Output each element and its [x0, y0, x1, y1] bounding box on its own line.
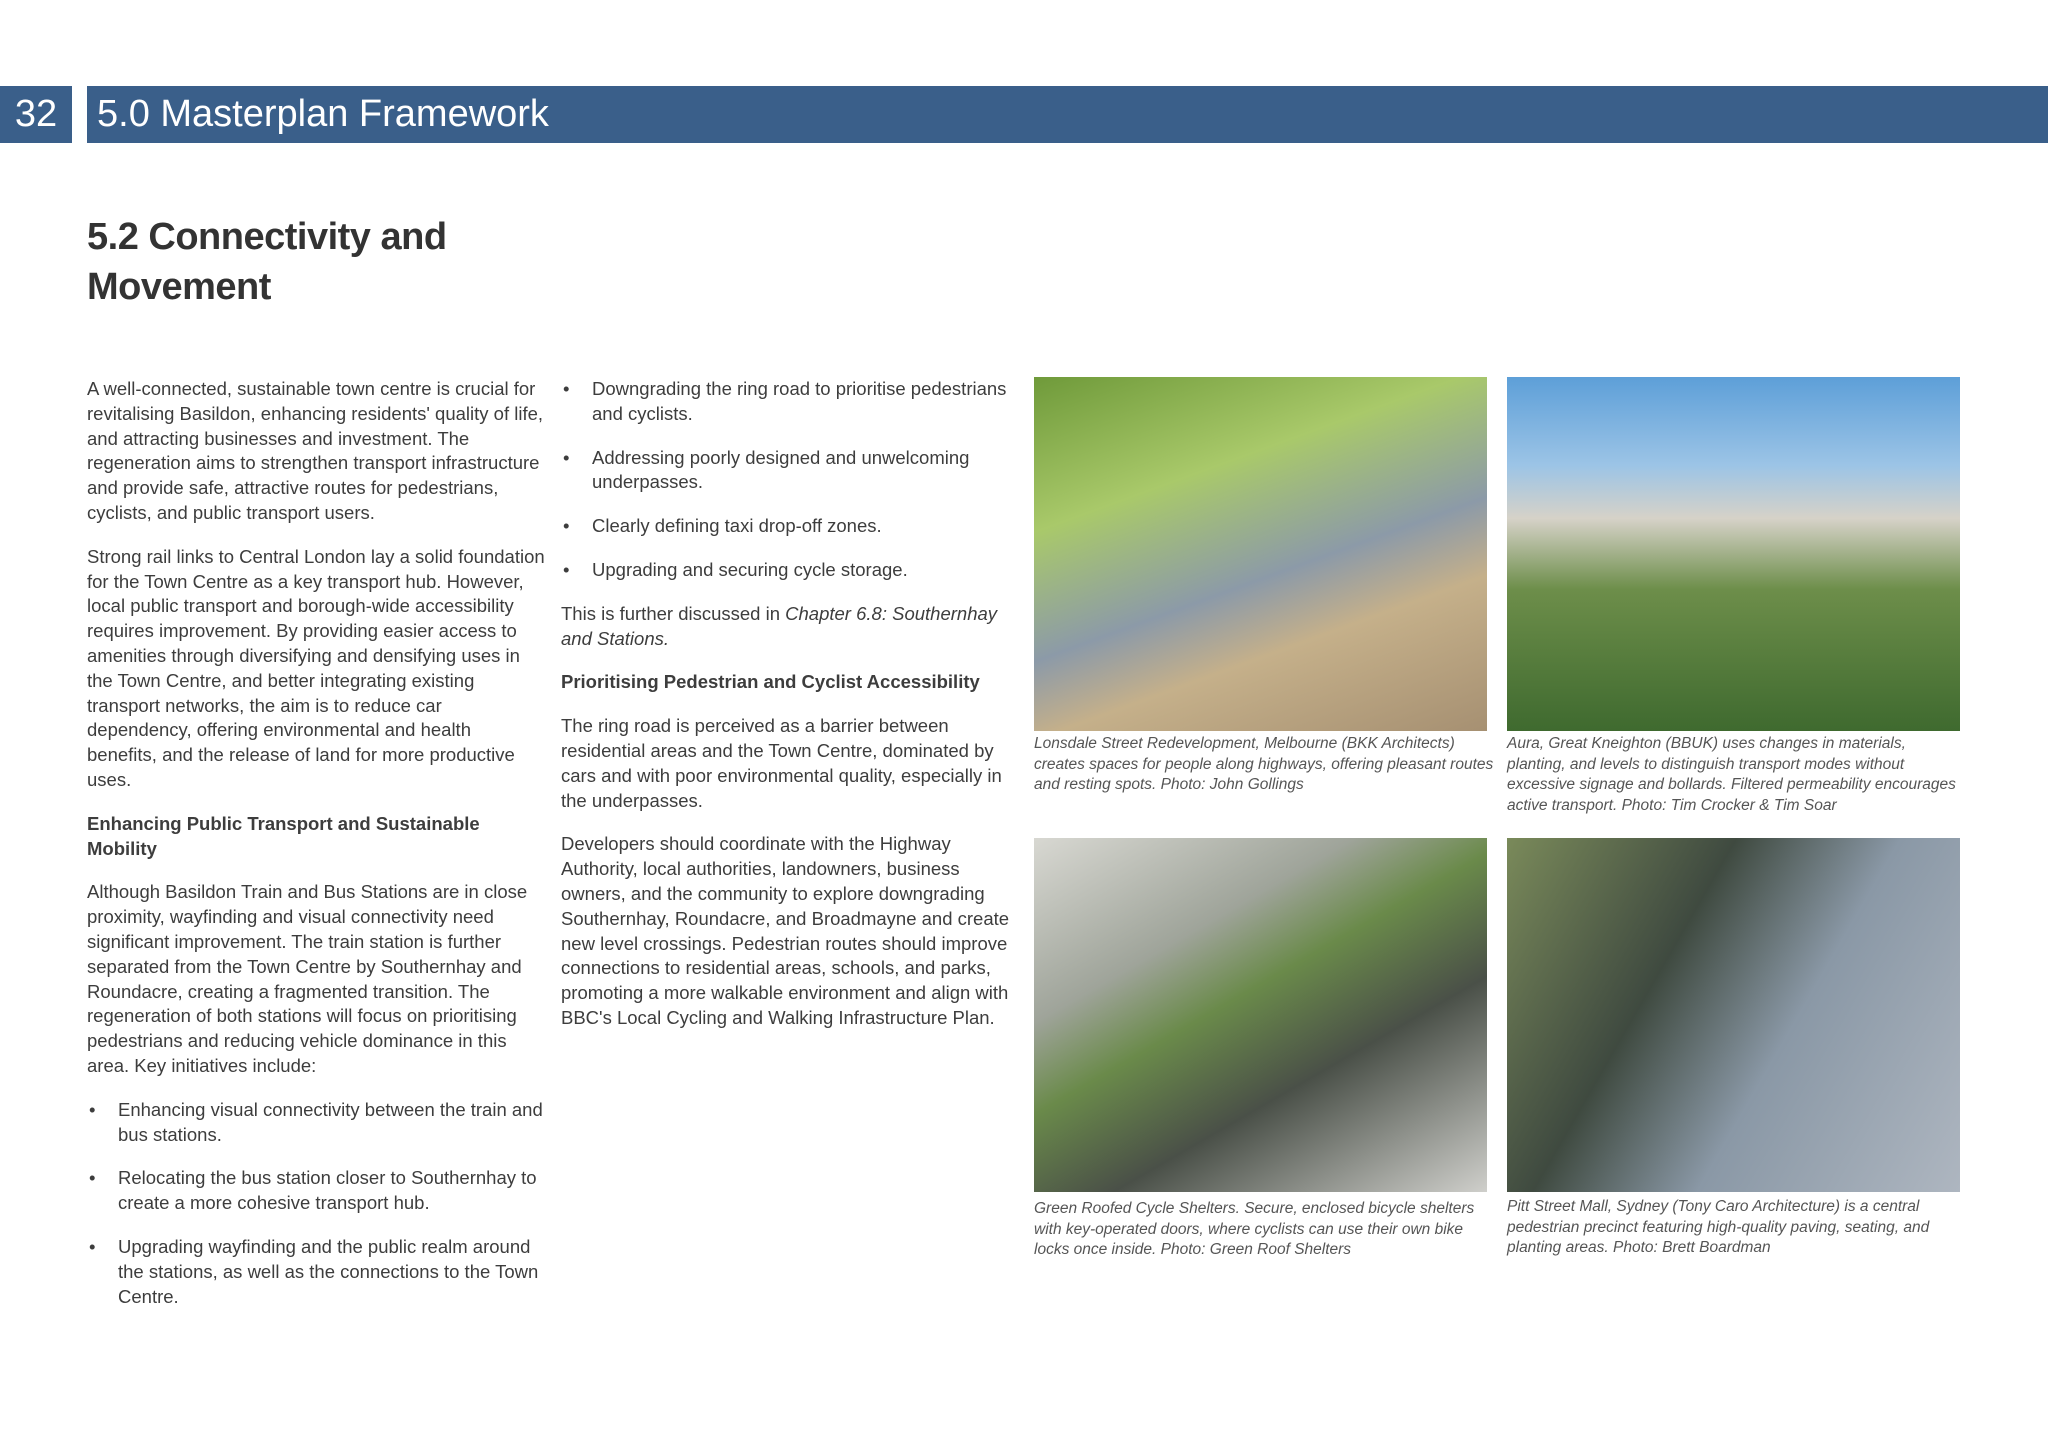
- photo-caption: Pitt Street Mall, Sydney (Tony Caro Architecture) is a central pedestrian precinct featuring high-quality paving, seating, and planting areas. Photo: Brett Boardman: [1507, 1198, 1930, 1256]
- photo-pitt-street-mall: [1507, 838, 1960, 1192]
- bullet-list: [561, 377, 1017, 583]
- paragraph: The ring road is perceived as a barrier between residential areas and the Town Centre, dominated by cars and with poor environmental quality, especially in the underpasses.: [561, 715, 1002, 811]
- list-item: • Upgrading and securing cycle storage.: [561, 558, 1017, 583]
- text-column-1: [87, 377, 545, 1328]
- photo-cycle-shelters: [1034, 838, 1487, 1192]
- photo-caption: Green Roofed Cycle Shelters. Secure, enclosed bicycle shelters with key-operated doors, where cyclists can use their own bike locks once inside. Photo: Green Roof Shelters: [1034, 1200, 1475, 1258]
- text-column-2: [561, 377, 1017, 1050]
- section-header: 5.0 Masterplan Framework: [87, 86, 2048, 143]
- list-item: • Relocating the bus station closer to Southernhay to create a more cohesive transport hub.: [87, 1166, 545, 1216]
- page-number: 32: [0, 86, 72, 143]
- list-item: • Addressing poorly designed and unwelcoming underpasses.: [561, 446, 1017, 496]
- paragraph: Developers should coordinate with the Highway Authority, local authorities, landowners, business owners, and the community to explore downgrading Southernhay, Roundacre, and Broadmayne and create new level crossings. Pedestrian routes should improve connections to residential areas, schools, and parks, promoting a more walkable environment and align with BBC's Local Cycling and Walking Infrastructure Plan.: [561, 833, 1010, 1028]
- photo-caption: Lonsdale Street Redevelopment, Melbourne (BKK Architects) creates spaces for people along highways, offering pleasant routes and resting spots. Photo: John Gollings: [1034, 735, 1494, 793]
- list-item: • Clearly defining taxi drop-off zones.: [561, 514, 1017, 539]
- bullet-list: [87, 1098, 545, 1310]
- chapter-reference: Chapter 6.8: Southernhay and Stations.: [561, 602, 998, 649]
- paragraph: [561, 602, 1017, 652]
- paragraph: Although Basildon Train and Bus Stations are in close proximity, wayfinding and visual connectivity need significant improvement. The train station is further separated from the Town Centre by Southernhay and Roundacre, creating a fragmented transition. The regeneration of both stations will focus on prioritising pedestrians and reducing vehicle dominance in this area. Key initiatives include:: [87, 881, 528, 1076]
- list-item: • Enhancing visual connectivity between the train and bus stations.: [87, 1098, 545, 1148]
- list-item: • Upgrading wayfinding and the public realm around the stations, as well as the connections to the Town Centre.: [87, 1235, 545, 1309]
- subheading: Prioritising Pedestrian and Cyclist Accessibility: [561, 671, 980, 693]
- photo-caption: Aura, Great Kneighton (BBUK) uses changes in materials, planting, and levels to distinguish transport modes without excessive signage and bollards. Filtered permeability encourages active transport. Photo: Tim Crocker & Tim Soar: [1507, 735, 1956, 814]
- list-item: • Downgrading the ring road to prioritise pedestrians and cyclists.: [561, 377, 1017, 427]
- text: This is further discussed in: [561, 602, 786, 624]
- page-title: 5.2 Connectivity and Movement: [87, 216, 447, 308]
- photo-lonsdale-street: [1034, 377, 1487, 731]
- paragraph: Strong rail links to Central London lay a solid foundation for the Town Centre as a key transport hub. However, local public transport and borough-wide accessibility requires improvement. By providing easier access to amenities through diversifying and densifying uses in the Town Centre, and better integrating existing transport networks, the aim is to reduce car dependency, offering environmental and health benefits, and the release of land for more productive uses.: [87, 545, 545, 790]
- subheading: Enhancing Public Transport and Sustainable Mobility: [87, 812, 480, 859]
- paragraph: A well-connected, sustainable town centre is crucial for revitalising Basildon, enhancing residents' quality of life, and attracting businesses and investment. The regeneration aims to strengthen transport infrastructure and provide safe, attractive routes for pedestrians, cyclists, and public transport users.: [87, 378, 544, 523]
- photo-aura-great-kneighton: [1507, 377, 1960, 731]
